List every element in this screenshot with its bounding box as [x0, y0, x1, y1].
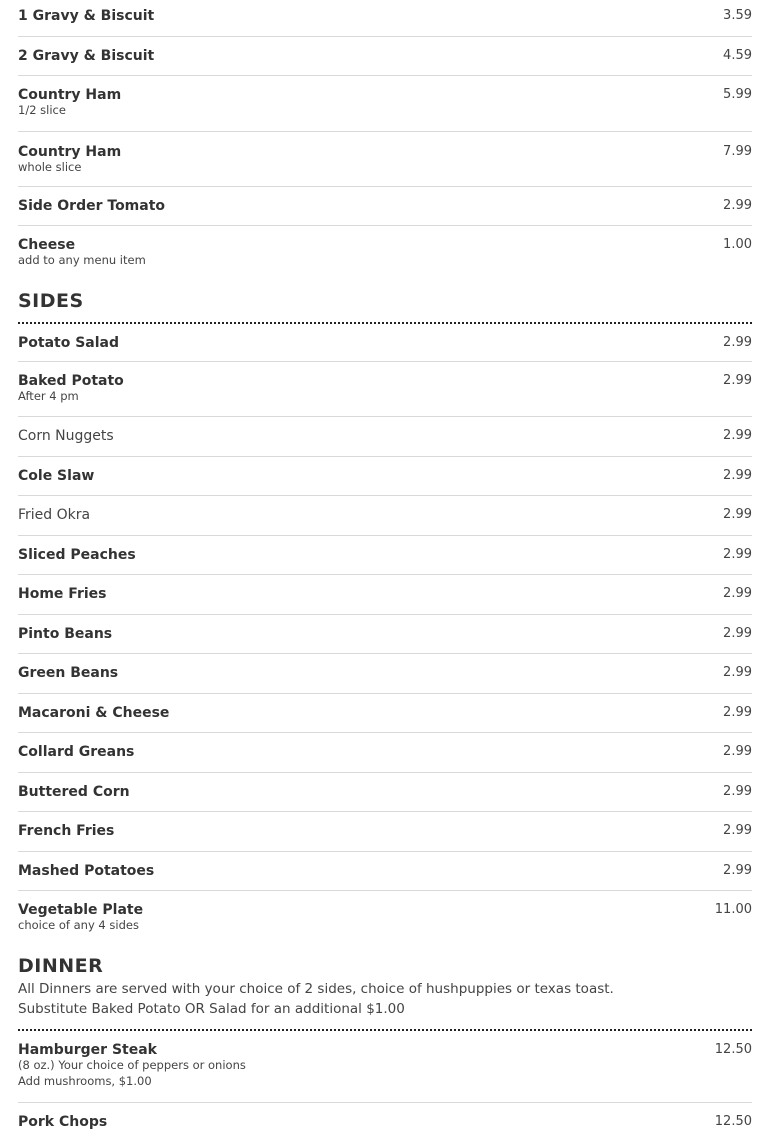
item-price: 2.99 — [723, 665, 752, 680]
menu-item — [18, 852, 752, 891]
section-title: SIDES — [18, 290, 84, 312]
item-price: 2.99 — [723, 823, 752, 838]
item-name: Mashed Potatoes — [18, 863, 155, 879]
item-price: 12.50 — [714, 1042, 752, 1057]
sides-section — [18, 288, 752, 953]
item-price: 2.99 — [723, 586, 752, 601]
item-name: Pork Chops — [18, 1114, 108, 1130]
breakfast-list — [18, 0, 752, 288]
item-description: choice of any 4 sides — [18, 918, 139, 932]
section-note: Substitute Baked Potato OR Salad for an additional $1.00 — [18, 1001, 405, 1017]
menu-item — [18, 37, 752, 76]
item-price: 2.99 — [723, 626, 752, 641]
item-name: Hamburger Steak — [18, 1042, 157, 1058]
item-name: Vegetable Plate — [18, 902, 144, 918]
menu-item — [18, 575, 752, 615]
item-name: Country Ham — [18, 144, 122, 160]
menu-item — [18, 496, 752, 536]
item-name: 1 Gravy & Biscuit — [18, 8, 155, 24]
item-name: Baked Potato — [18, 373, 124, 389]
item-price: 2.99 — [723, 744, 752, 759]
menu-item — [18, 694, 752, 733]
menu-item — [18, 417, 752, 457]
item-price: 2.99 — [723, 784, 752, 799]
menu-item — [18, 1031, 752, 1103]
item-description: (8 oz.) Your choice of peppers or onions — [18, 1058, 246, 1072]
menu-item — [18, 654, 752, 694]
menu-item — [18, 76, 752, 132]
item-description: add to any menu item — [18, 253, 146, 267]
item-price: 4.59 — [723, 48, 752, 63]
item-name: 2 Gravy & Biscuit — [18, 48, 155, 64]
menu-item — [18, 324, 752, 362]
item-name: Potato Salad — [18, 335, 120, 351]
item-name: Corn Nuggets — [18, 428, 114, 444]
menu-item — [18, 615, 752, 654]
item-price: 2.99 — [723, 198, 752, 213]
item-name: Side Order Tomato — [18, 198, 166, 214]
menu-item — [18, 773, 752, 812]
menu-item — [18, 0, 752, 37]
menu-item — [18, 733, 752, 773]
item-price: 2.99 — [723, 547, 752, 562]
menu-item — [18, 1103, 752, 1143]
item-price: 2.99 — [723, 335, 752, 350]
item-price: 7.99 — [723, 144, 752, 159]
menu-item — [18, 132, 752, 187]
item-price: 12.50 — [714, 1114, 752, 1129]
item-name: Collard Greans — [18, 744, 135, 760]
item-price: 5.99 — [723, 87, 752, 102]
item-name: French Fries — [18, 823, 115, 839]
item-description: 1/2 slice — [18, 103, 66, 117]
item-name: Sliced Peaches — [18, 547, 136, 563]
menu-item — [18, 891, 752, 953]
menu-item — [18, 457, 752, 496]
item-name: Green Beans — [18, 665, 119, 681]
menu-item — [18, 226, 752, 288]
section-title: DINNER — [18, 955, 104, 977]
menu-item — [18, 812, 752, 852]
menu-item — [18, 536, 752, 575]
menu-item — [18, 362, 752, 417]
item-price: 2.99 — [723, 863, 752, 878]
section-note: All Dinners are served with your choice of 2 sides, choice of hushpuppies or texas toast. — [18, 981, 614, 997]
item-name: Home Fries — [18, 586, 107, 602]
item-name: Fried Okra — [18, 507, 91, 523]
item-name: Macaroni & Cheese — [18, 705, 170, 721]
item-name: Country Ham — [18, 87, 122, 103]
item-price: 2.99 — [723, 428, 752, 443]
item-name: Pinto Beans — [18, 626, 113, 642]
menu-page — [18, 0, 752, 1143]
menu-item — [18, 187, 752, 226]
dinner-section — [18, 953, 752, 1143]
item-name: Cheese — [18, 237, 76, 253]
item-description-extra: Add mushrooms, $1.00 — [18, 1074, 152, 1088]
item-price: 2.99 — [723, 705, 752, 720]
item-name: Cole Slaw — [18, 468, 95, 484]
item-description: After 4 pm — [18, 389, 79, 403]
item-name: Buttered Corn — [18, 784, 130, 800]
item-price: 11.00 — [714, 902, 752, 917]
item-price: 1.00 — [723, 237, 752, 252]
item-description: whole slice — [18, 160, 82, 174]
item-price: 3.59 — [723, 8, 752, 23]
item-price: 2.99 — [723, 507, 752, 522]
item-price: 2.99 — [723, 373, 752, 388]
item-price: 2.99 — [723, 468, 752, 483]
